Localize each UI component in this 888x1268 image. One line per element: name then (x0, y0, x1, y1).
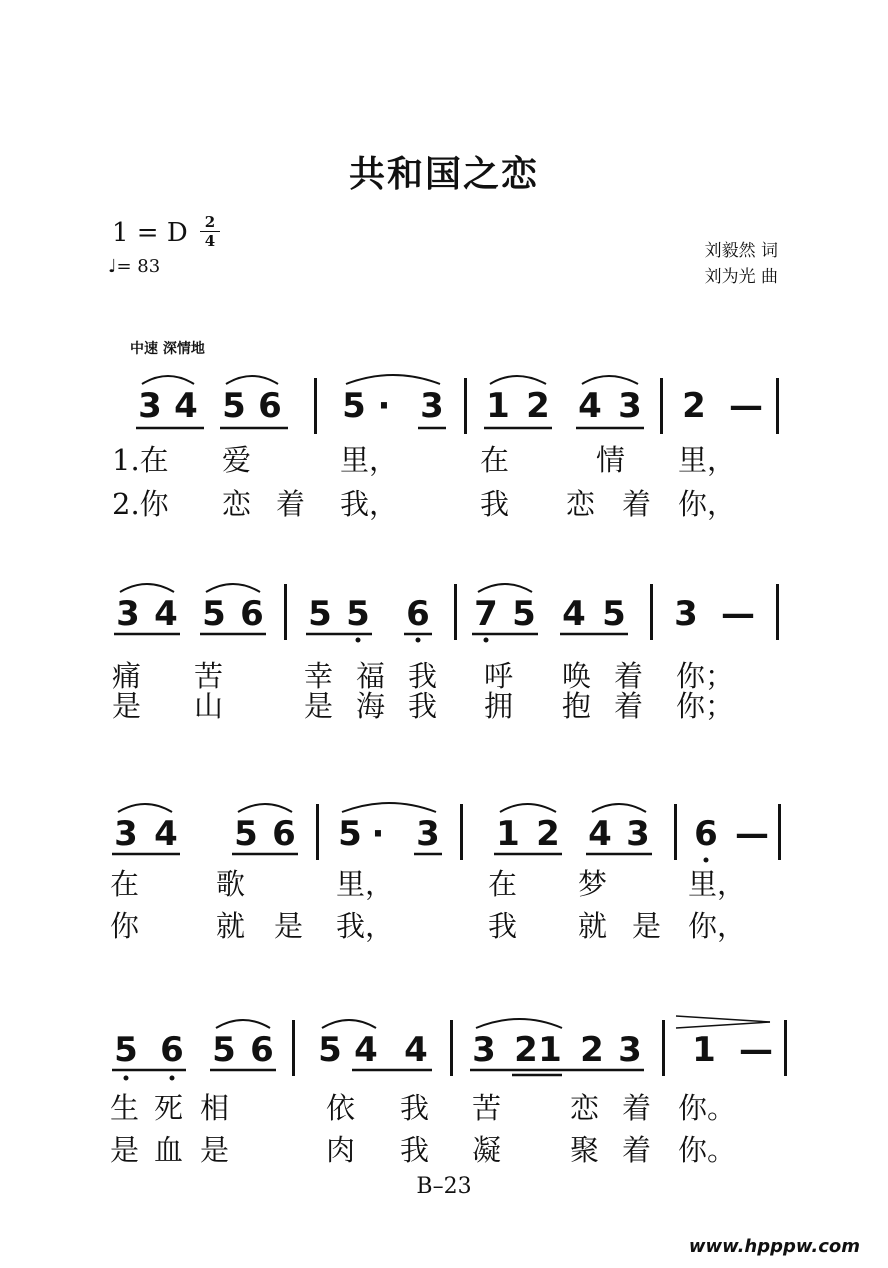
lyric-syllable: 是 (110, 1133, 140, 1167)
lyric-syllable: 唤 (562, 659, 592, 693)
lyric-syllable: 呼 (484, 659, 514, 693)
lyric-syllable: 着 (622, 487, 652, 521)
note: 5 (308, 594, 332, 634)
note: 5 (234, 814, 258, 854)
quarter-note-icon: ♩ (108, 256, 117, 277)
low-octave-dot (170, 1076, 175, 1081)
lyric-syllable: 痛 (112, 659, 142, 693)
slur (226, 376, 278, 384)
note: 3 (138, 386, 162, 426)
lyric-syllable: 就 (216, 909, 246, 943)
key-signature: 1 = D (112, 218, 188, 248)
lyric-syllable: 爱 (222, 443, 252, 477)
lyric-syllable: 你 (110, 909, 140, 943)
lyric-syllable: 在 (480, 443, 510, 477)
expression-marking: 中速 深情地 (130, 341, 205, 357)
low-octave-dot (484, 638, 489, 643)
low-octave-dot (356, 638, 361, 643)
augmentation-dot: · (377, 386, 391, 426)
lyric-syllable: 相 (200, 1091, 230, 1125)
note: 2 (536, 814, 560, 854)
page-number: B–23 (416, 1174, 472, 1199)
lyric-syllable: 就 (578, 909, 608, 943)
lyric-syllable: 我 (408, 689, 438, 723)
note: 5 (222, 386, 246, 426)
lyric-syllable: 是 (274, 909, 304, 943)
slur (238, 804, 292, 812)
note: 6 (160, 1030, 184, 1070)
time-signature-bottom: 4 (204, 232, 216, 250)
note: 4 (154, 814, 178, 854)
augmentation-dot: · (371, 814, 385, 854)
note: 1 (486, 386, 510, 426)
note: 3 (618, 1030, 642, 1070)
sustain-dash: — (729, 386, 763, 426)
slur (142, 376, 194, 384)
low-octave-dot (704, 858, 709, 863)
note: 4 (562, 594, 586, 634)
sustain-dash: — (721, 594, 755, 634)
lyric-syllable: 我 (488, 909, 518, 943)
lyric-syllable: 海 (356, 689, 386, 723)
lyric-syllable: 歌 (216, 867, 246, 901)
slur (582, 376, 638, 384)
song-title: 共和国之恋 (348, 154, 539, 195)
tempo-value: = 83 (116, 256, 161, 277)
time-signature-top: 2 (204, 213, 216, 231)
lyric-syllable: 着 (276, 487, 306, 521)
lyric-syllable: 你。 (678, 1091, 737, 1125)
lyric-syllable: 抱 (562, 689, 592, 723)
note: 6 (272, 814, 296, 854)
lyric-syllable: 是 (632, 909, 662, 943)
slur (206, 584, 260, 592)
note: 3 (116, 594, 140, 634)
note: 5 (342, 386, 366, 426)
note: 1 (496, 814, 520, 854)
lyric-syllable: 幸 (304, 659, 334, 693)
lyric-syllable: 依 (326, 1091, 356, 1125)
note: 2 (580, 1030, 604, 1070)
slur (478, 584, 532, 592)
lyric-syllable: 着 (622, 1133, 652, 1167)
lyric-syllable: 里， (340, 443, 399, 477)
note: 4 (174, 386, 198, 426)
note: 4 (354, 1030, 378, 1070)
slur (476, 1019, 562, 1028)
note: 3 (626, 814, 650, 854)
lyric-syllable: 你， (688, 909, 747, 943)
note: 2 (514, 1030, 538, 1070)
lyric-syllable: 着 (622, 1091, 652, 1125)
slur (118, 804, 172, 812)
note: 2 (682, 386, 706, 426)
octave-dots (124, 638, 709, 1081)
lyric-syllable: 里， (688, 867, 747, 901)
note: 3 (472, 1030, 496, 1070)
note: 3 (618, 386, 642, 426)
note: 5 (318, 1030, 342, 1070)
note: 5 (202, 594, 226, 634)
lyric-syllable: 2.你 (112, 487, 169, 521)
note: 3 (420, 386, 444, 426)
slur (592, 804, 646, 812)
lyric-syllable: 恋 (222, 487, 252, 521)
note: 5 (338, 814, 362, 854)
website-watermark: www.hpppw.com (688, 1236, 860, 1257)
lyric-syllable: 是 (200, 1133, 230, 1167)
slur (342, 803, 436, 812)
lyric-syllable: 在 (110, 867, 140, 901)
slur (322, 1020, 376, 1028)
lyric-syllable: 恋 (566, 487, 596, 521)
note: 4 (578, 386, 602, 426)
note: 6 (406, 594, 430, 634)
note: 5 (114, 1030, 138, 1070)
lyric-syllable: 肉 (326, 1133, 356, 1167)
note: 6 (250, 1030, 274, 1070)
lyric-syllable: 里， (336, 867, 395, 901)
sustain-dash: — (739, 1030, 773, 1070)
note: 5 (346, 594, 370, 634)
low-octave-dot (416, 638, 421, 643)
lyric-syllable: 里， (678, 443, 737, 477)
lyric-syllable: 我， (340, 487, 399, 521)
lyric-syllable: 死 (154, 1091, 184, 1125)
beams (112, 428, 652, 1075)
lyric-syllable: 山 (194, 689, 224, 723)
lyric-syllable: 苦 (194, 659, 224, 693)
lyric-syllable: 血 (154, 1133, 184, 1167)
lyric-syllable: 是 (304, 689, 334, 723)
note: 5 (602, 594, 626, 634)
lyric-syllable: 福 (356, 659, 386, 693)
lyric-syllable: 着 (614, 689, 644, 723)
note: 6 (694, 814, 718, 854)
lyricist-credit: 刘毅然 词 (704, 241, 778, 261)
lyric-syllable: 拥 (484, 689, 514, 723)
lyric-syllable: 你； (676, 659, 735, 693)
note: 7 (474, 594, 498, 634)
note: 3 (674, 594, 698, 634)
lyric-syllable: 苦 (472, 1091, 502, 1125)
lyric-syllable: 我 (480, 487, 510, 521)
note: 5 (512, 594, 536, 634)
lyric-syllable: 1.在 (112, 443, 169, 477)
slurs (118, 375, 646, 1028)
lyric-syllable: 梦 (578, 867, 608, 901)
lyric-syllable: 着 (614, 659, 644, 693)
lyric-syllable: 我， (336, 909, 395, 943)
lyric-syllable: 凝 (472, 1133, 502, 1167)
note: 4 (588, 814, 612, 854)
decrescendo (676, 1016, 770, 1028)
slur (346, 375, 440, 384)
note: 5 (212, 1030, 236, 1070)
lyric-syllable: 恋 (570, 1091, 600, 1125)
note: 2 (526, 386, 550, 426)
note: 6 (258, 386, 282, 426)
low-octave-dot (124, 1076, 129, 1081)
lyric-syllable: 生 (110, 1091, 140, 1125)
slur (500, 804, 556, 812)
note: 1 (538, 1030, 562, 1070)
note: 3 (416, 814, 440, 854)
composer-credit: 刘为光 曲 (704, 267, 778, 287)
note: 4 (404, 1030, 428, 1070)
lyric-syllable: 情 (596, 443, 626, 477)
decrescendo-line (676, 1022, 770, 1028)
lyric-syllable: 是 (112, 689, 142, 723)
lyric-syllable: 你。 (678, 1133, 737, 1167)
note: 6 (240, 594, 264, 634)
slur (490, 376, 546, 384)
sustain-dash: — (735, 814, 769, 854)
lyric-syllable: 我 (400, 1091, 430, 1125)
lyric-syllable: 聚 (570, 1133, 600, 1167)
note: 1 (692, 1030, 716, 1070)
note: 3 (114, 814, 138, 854)
lyric-syllable: 在 (488, 867, 518, 901)
lyric-syllable: 你； (676, 689, 735, 723)
slur (216, 1020, 270, 1028)
lyric-syllable: 我 (408, 659, 438, 693)
note: 4 (154, 594, 178, 634)
lyric-syllable: 你， (678, 487, 737, 521)
decrescendo-line (676, 1016, 770, 1022)
lyric-syllable: 我 (400, 1133, 430, 1167)
slur (120, 584, 174, 592)
